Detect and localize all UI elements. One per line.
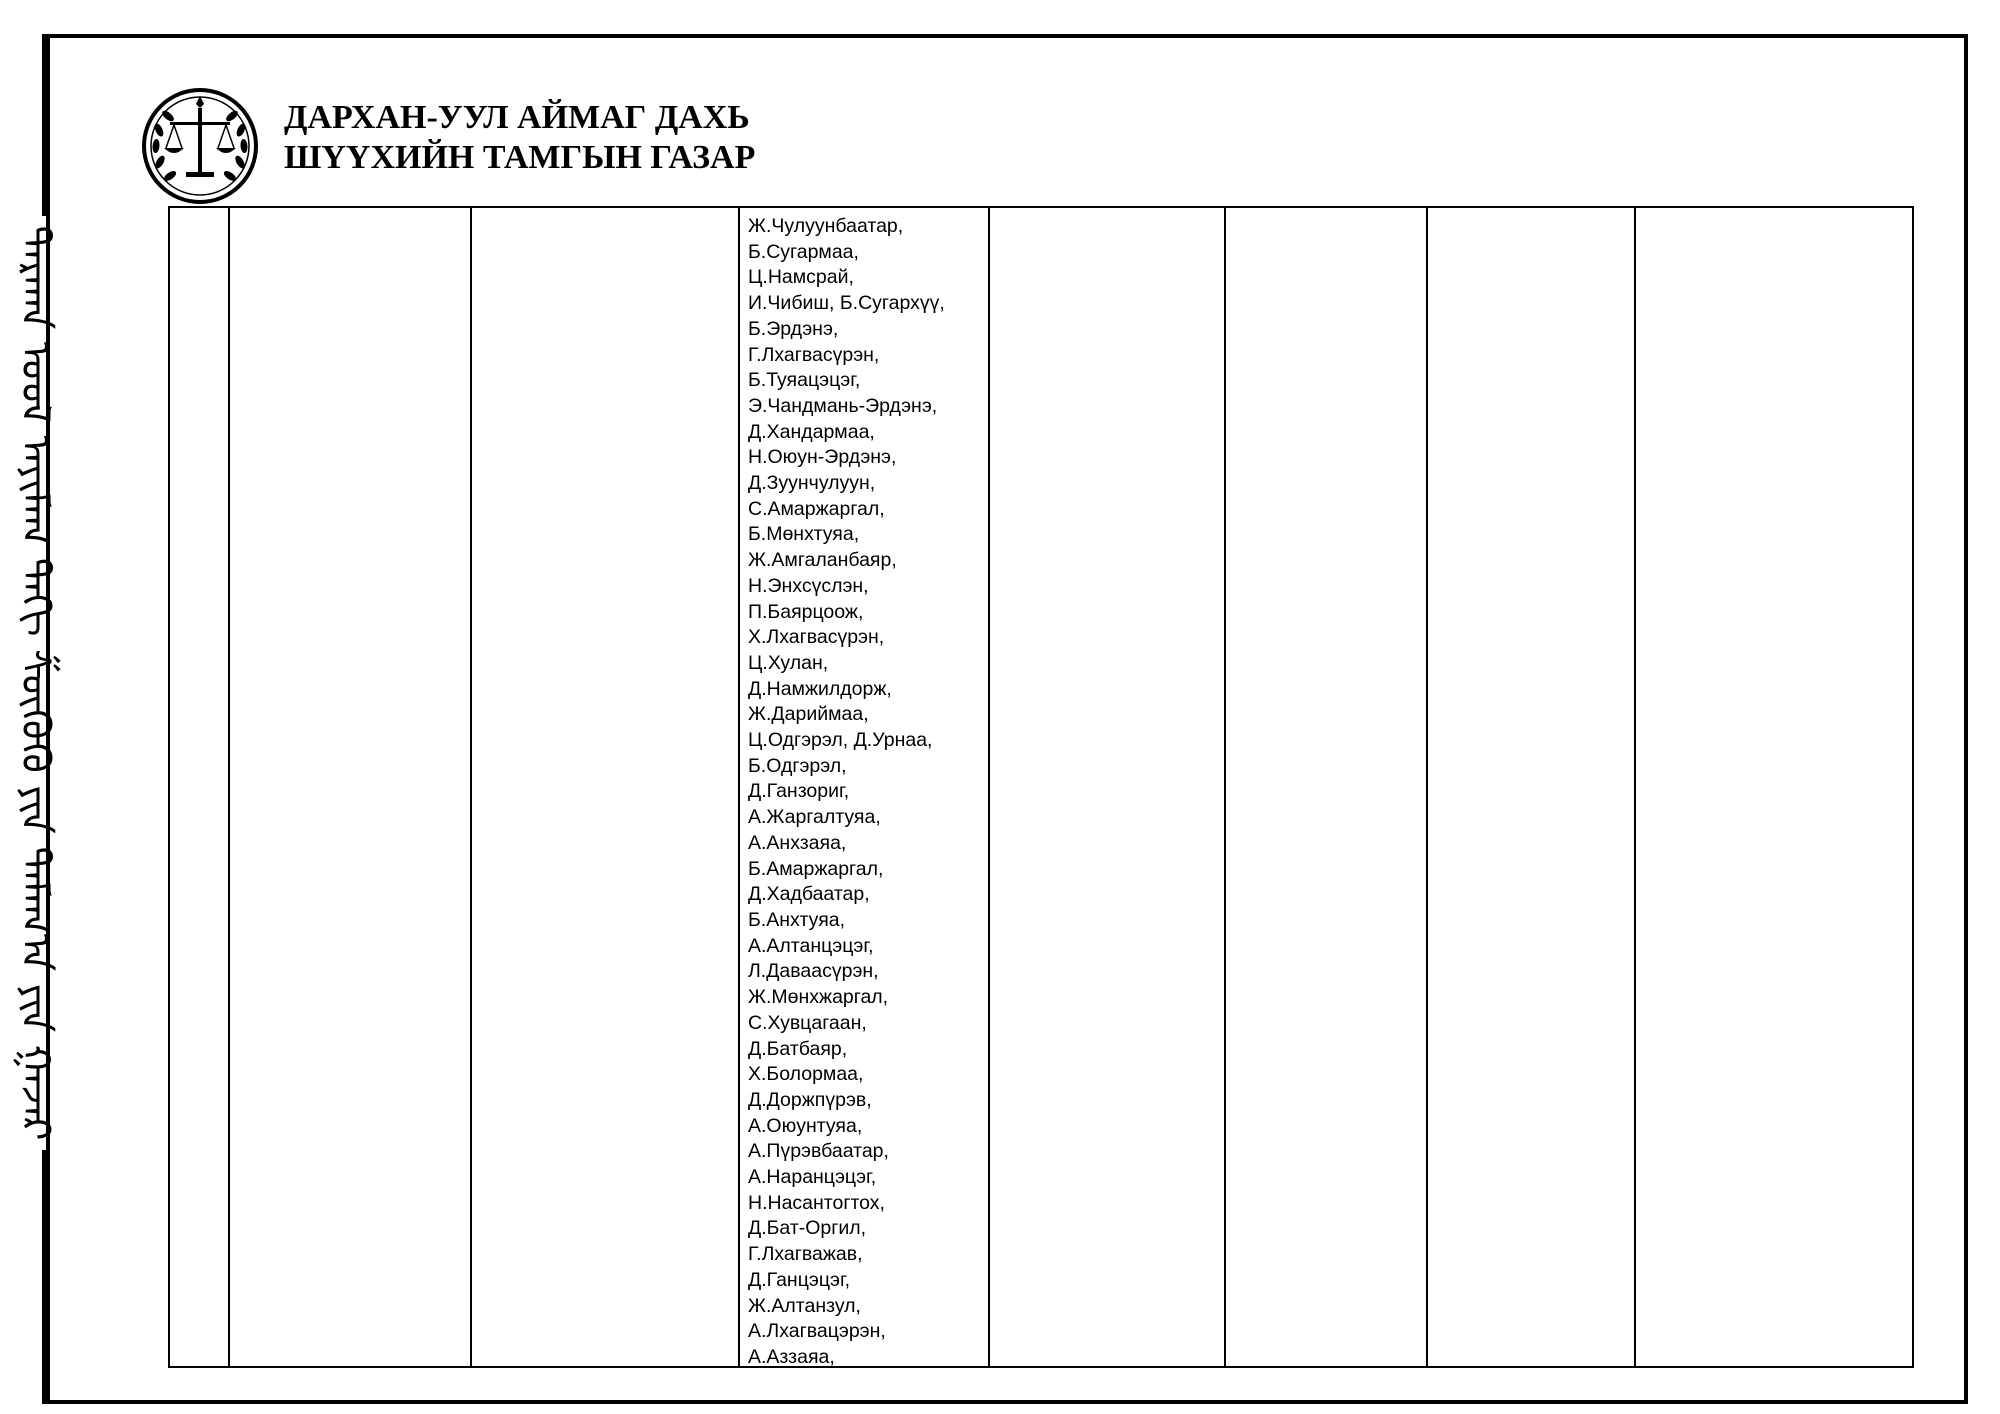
name-entry: Б.Эрдэнэ, [748,317,839,340]
name-entry: Д.Ганцэцэг, [748,1268,851,1291]
name-entry: Ж.Чулуунбаатар, [748,215,904,237]
name-entry: Н.Насантогтох, [748,1191,885,1214]
name-entry: Б.Мөнхтуяа, [748,523,860,546]
name-entry: Ц.Намсрай, [748,266,854,289]
name-entry: Б.Анхтуяа, [748,908,846,931]
name-entry: Х.Лхагвасүрэн, [748,626,885,649]
name-entry: И.Чибиш, Б.Сугархүү, [748,292,945,315]
name-entry: Д.Ганзориг, [748,780,850,803]
name-entry: Ц.Хулан, [748,651,829,674]
participant-names-cell [748,214,1038,1371]
name-entry: Д.Батбаяр, [748,1037,848,1060]
name-entry: П.Баярцоож, [748,600,864,623]
name-entry: А.Аззаяа, [748,1345,835,1368]
name-entry: Д.Хадбаатар, [748,883,870,906]
name-entry: Г.Лхагвасүрэн, [748,343,880,366]
name-entry: А.Оюунтуяа, [748,1114,863,1137]
name-entry: Э.Чандмань-Эрдэнэ, [748,394,938,417]
name-entry: А.Пүрэвбаатар, [748,1140,889,1163]
name-entry: А.Лхагвацэрэн, [748,1320,886,1343]
name-entry: А.Жаргалтуяа, [748,806,881,829]
name-entry: Г.Лхагважав, [748,1243,863,1266]
name-entry: Ж.Амгаланбаяр, [748,549,897,572]
name-entry: С.Амаржаргал, [748,497,885,520]
name-entry: Б.Амаржаргал, [748,857,884,880]
name-entry: Б.Туяацэцэг, [748,369,861,392]
name-entry: Н.Энхсүслэн, [748,574,869,597]
left-margin-rule-top [42,34,46,216]
name-entry: Ж.Мөнхжаргал, [748,986,889,1009]
left-margin-rule-bottom [42,1150,46,1404]
name-entry: Д.Хандармаа, [748,420,875,443]
name-entry: Л.Даваасүрэн, [748,960,879,983]
column-divider [1426,208,1428,1366]
name-entry: С.Хувцагаан, [748,1011,867,1034]
name-entry: Н.Оюун-Эрдэнэ, [748,446,897,469]
name-entry: Д.Зуунчулуун, [748,472,876,495]
header-line-2: ШҮҮХИЙН ТАМГЫН ГАЗАР [284,139,756,176]
name-entry: Д.Бат-Оргил, [748,1217,867,1240]
names-table [168,206,1914,1368]
column-divider [228,208,230,1366]
name-entry: А.Алтанцэцэг, [748,934,874,957]
column-divider [470,208,472,1366]
name-entry: Х.Болормаа, [748,1063,864,1086]
name-entry: Д.Доржпүрэв, [748,1088,872,1111]
name-entry: Б.Одгэрэл, [748,754,847,777]
column-divider [1224,208,1226,1366]
header-line-1: ДАРХАН-УУЛ АЙМАГ ДАХЬ [284,99,750,136]
court-header [284,98,755,178]
name-entry: Ц.Одгэрэл, Д.Урнаа, [748,729,933,752]
name-entry: А.Анхзаяа, [748,831,847,854]
name-entry: Б.Сугармаа, [748,240,859,263]
name-entry: Ж.Алтанзул, [748,1294,861,1317]
column-divider [1634,208,1636,1366]
name-entry: А.Наранцэцэг, [748,1166,877,1189]
scales-of-justice-wreath-icon [138,82,262,206]
mongolian-script-sidebar [8,218,82,1148]
name-entry: Ж.Дариймаа, [748,703,869,726]
mongolian-script-text: ᠳᠠᠷᠬᠠᠨ ᠤᠤᠯ ᠠᠶᠢᠮᠠᠭ ᠳᠠᠬᠢ ᠱᠦᠭᠦᠬᠦ ᠶᠢᠨ ᠲᠠᠮᠠᠭ᠎ᠠ ᠶᠢᠨ ᠭᠠᠵᠠᠷ [12,225,58,1141]
name-entry: Д.Намжилдорж, [748,677,892,700]
column-divider [738,208,740,1366]
